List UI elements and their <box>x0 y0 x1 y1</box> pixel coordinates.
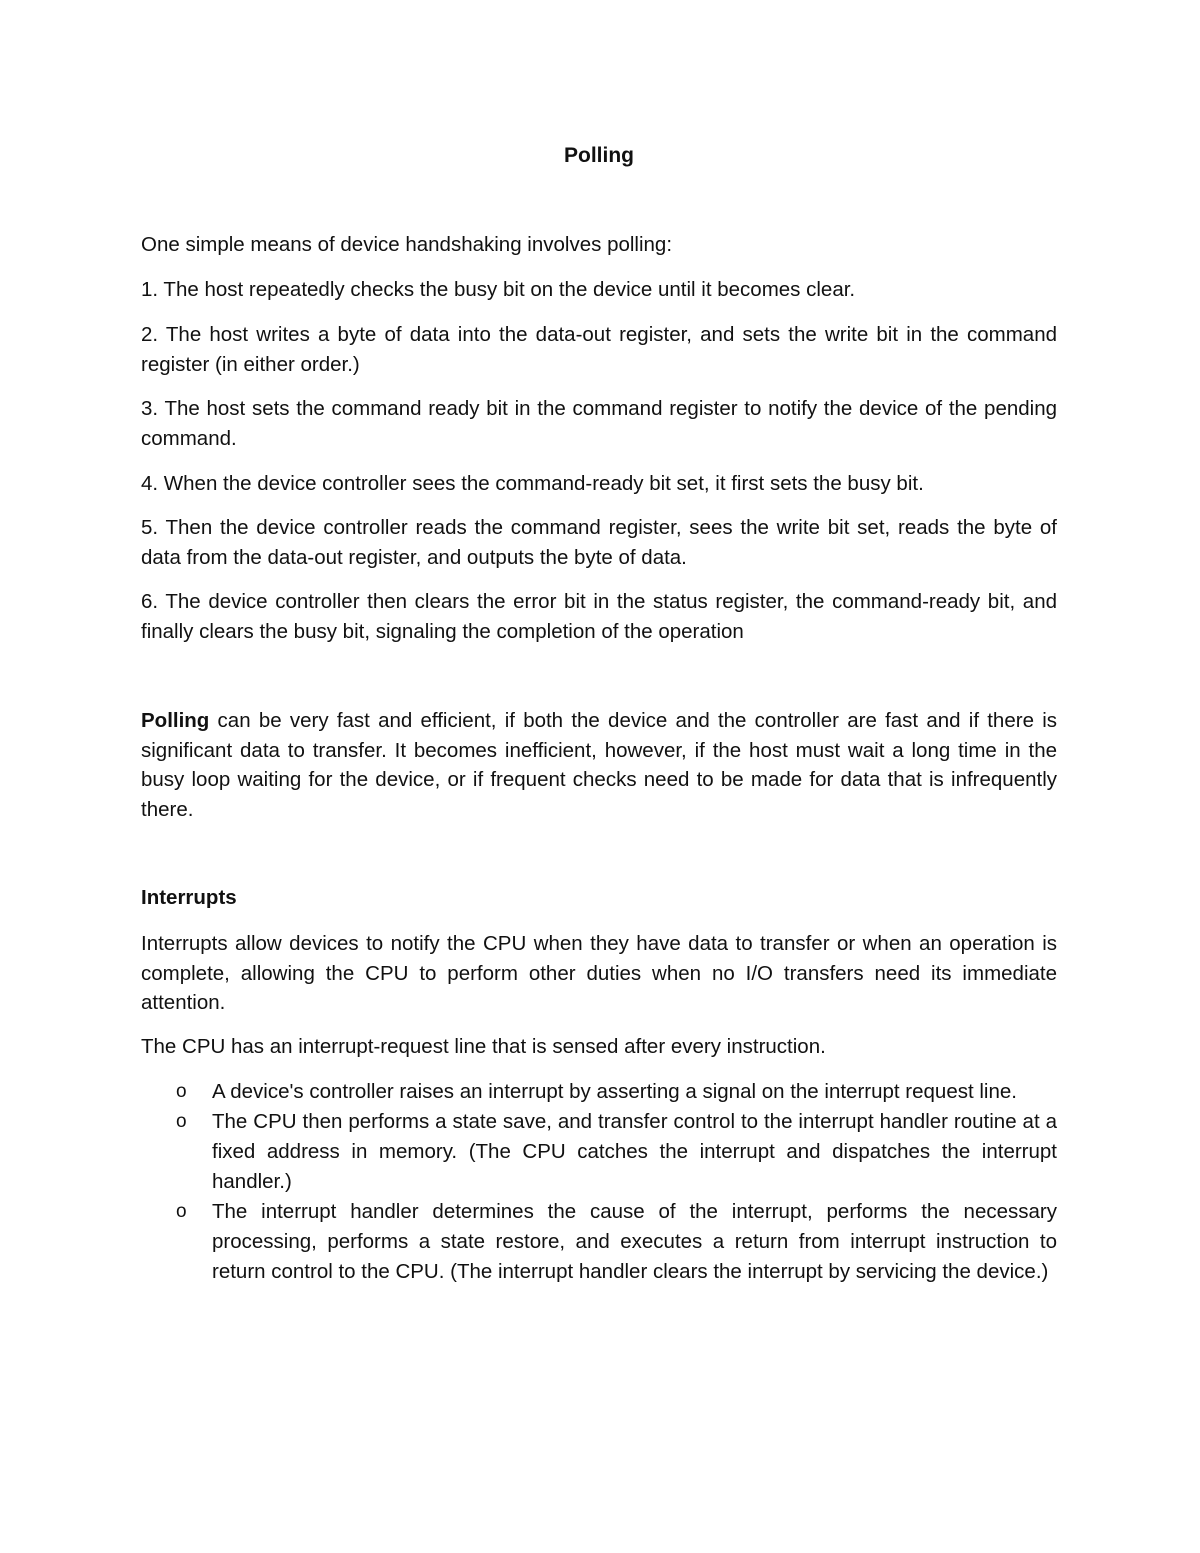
page-title: Polling <box>564 144 634 167</box>
bullet-marker: o <box>176 1111 187 1132</box>
step-5: 5. Then the device controller reads the command register, sees the write bit set, reads the byte of data from the data-out register, and outputs the byte of data. <box>141 516 1057 569</box>
polling-summary-text: can be very fast and efficient, if both the device and the controller are fast and if there is significant data to transfer. It becomes inefficient, however, if the host must wait a long time in the busy loop waiting for the device, or if frequent checks need to be made for data that is infrequently there. <box>141 709 1057 821</box>
step-3: 3. The host sets the command ready bit in the command register to notify the device of the pending command. <box>141 397 1057 450</box>
document-page <box>141 0 1057 1553</box>
interrupts-heading: Interrupts <box>141 886 237 909</box>
step-1: 1. The host repeatedly checks the busy bit on the device until it becomes clear. <box>141 278 856 301</box>
step-4: 4. When the device controller sees the command-ready bit set, it first sets the busy bit. <box>141 472 924 495</box>
bullet-item <box>171 1077 1057 1107</box>
polling-summary-paragraph <box>141 706 1057 824</box>
bullet-text: The CPU then performs a state save, and transfer control to the interrupt handler routine at a fixed address in memory. (The CPU catches the interrupt and dispatches the interrupt handler.) <box>212 1110 1057 1193</box>
step-6: 6. The device controller then clears the error bit in the status register, the command-ready bit, and finally clears the busy bit, signaling the completion of the operation <box>141 590 1057 643</box>
bullet-item <box>171 1107 1057 1197</box>
interrupts-paragraph-2: The CPU has an interrupt-request line that is sensed after every instruction. <box>141 1035 826 1058</box>
step-2: 2. The host writes a byte of data into the data-out register, and sets the write bit in the command register (in either order.) <box>141 323 1057 376</box>
interrupt-bullet-list <box>171 1077 1057 1287</box>
interrupts-paragraph-1: Interrupts allow devices to notify the CPU when they have data to transfer or when an operation is complete, allowing the CPU to perform other duties when no I/O transfers need its immediate attention. <box>141 932 1057 1014</box>
intro-paragraph: One simple means of device handshaking involves polling: <box>141 233 673 256</box>
bullet-marker: o <box>176 1201 187 1222</box>
bullet-marker: o <box>176 1081 187 1102</box>
bullet-text: A device's controller raises an interrupt by asserting a signal on the interrupt request line. <box>212 1080 1017 1103</box>
polling-summary-lead: Polling <box>141 709 210 732</box>
bullet-text: The interrupt handler determines the cause of the interrupt, performs the necessary processing, performs a state restore, and executes a return from interrupt instruction to return control to the CPU. (The interrupt handler clears the interrupt by servicing the device.) <box>212 1200 1057 1283</box>
bullet-item <box>171 1197 1057 1287</box>
